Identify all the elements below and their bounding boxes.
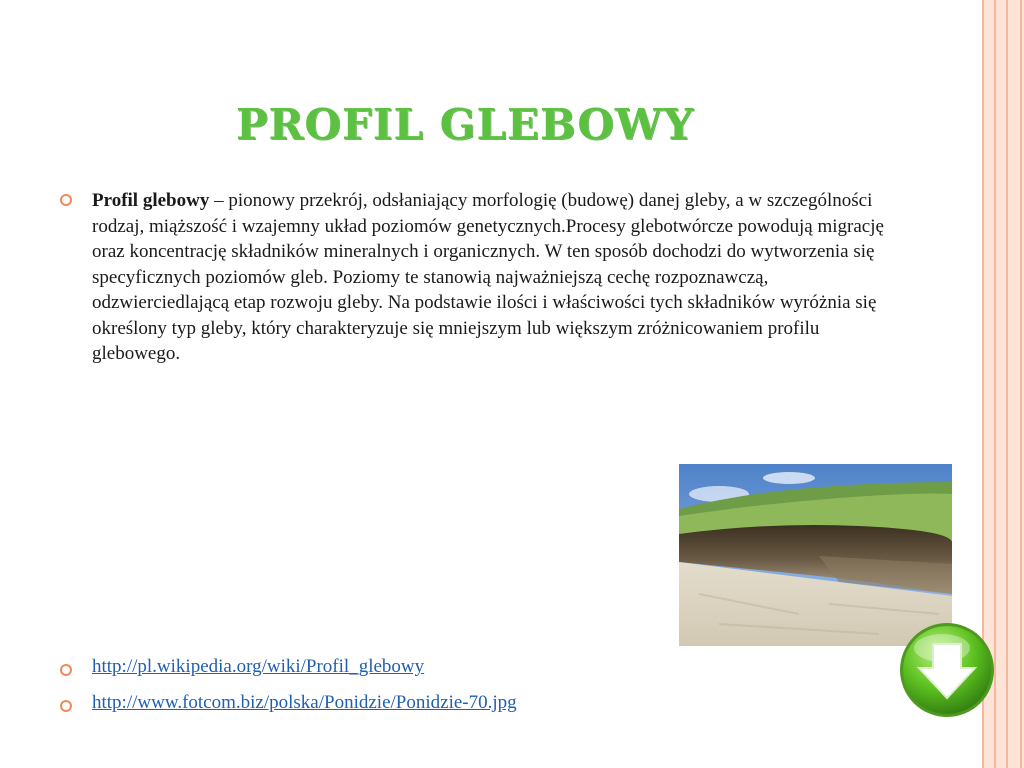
bullet-icon xyxy=(60,664,72,676)
bullet-icon xyxy=(60,194,72,206)
definition-text: – pionowy przekrój, odsłaniający morfologię (budowę) danej gleby, a w szczególności rodzaj, miąższość i wzajemny układ poziomów genetycznych.Procesy glebotwórcze powodują migrację oraz koncentrację składników mineralnych i organicznych. W ten sposób dochodzi do wytworzenia się specyficznych poziomów gleb. Poziomy te stanowią najważniejszą cechę rozpoznawczą, odzwierciedlającą etap rozwoju gleby. Na podstawie ilości i właściwości tych składników wyróżnia się określony typ gleby, który charakteryzuje się mniejszym lub większym zróżnicowaniem profilu glebowego. xyxy=(92,190,884,364)
slide-title: PROFIL GLEBOWY xyxy=(235,100,695,149)
definition-paragraph xyxy=(92,188,892,367)
soil-profile-photo xyxy=(679,464,952,646)
bullet-icon xyxy=(60,700,72,712)
definition-term: Profil glebowy xyxy=(92,190,210,211)
wikipedia-link[interactable]: http://pl.wikipedia.org/wiki/Profil_glebowy xyxy=(92,656,425,677)
photo-source-link[interactable]: http://www.fotcom.biz/polska/Ponidzie/Ponidzie-70.jpg xyxy=(92,692,517,713)
next-slide-button[interactable] xyxy=(897,620,997,720)
green-down-arrow-icon xyxy=(897,620,997,720)
